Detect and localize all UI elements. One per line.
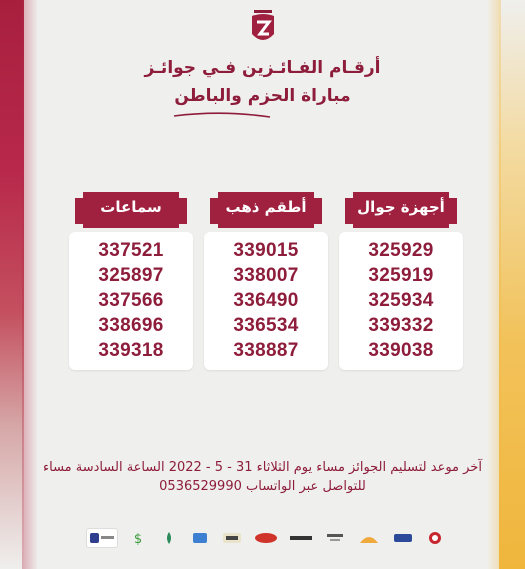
column-gold-header — [204, 190, 328, 230]
list-item: 325897 — [98, 265, 164, 286]
column-headphones-header — [69, 190, 193, 230]
list-item: 339318 — [98, 340, 164, 361]
list-item: 325929 — [368, 240, 434, 261]
deadline-text: آخر موعد لتسليم الجوائز مساء يوم الثلاثاء 31 - 5 - 2022 الساعة السادسة مساء — [43, 460, 482, 475]
sponsor-logo-11 — [424, 529, 446, 547]
column-headphones-label: سماعات — [100, 198, 162, 216]
list-item: 325919 — [368, 265, 434, 286]
sponsor-logo-8 — [323, 529, 347, 547]
list-item: 338007 — [233, 265, 299, 286]
page-title: أرقـام الفـائـزين فـي جوائـز — [144, 58, 381, 78]
list-item: 336534 — [233, 315, 299, 336]
sponsor-logo-3 — [158, 529, 180, 547]
column-phones-header — [339, 190, 463, 230]
column-headphones-list — [69, 232, 193, 370]
sponsor-logo-1 — [86, 528, 118, 548]
title-underline-swoosh — [172, 108, 272, 120]
list-item: 337521 — [98, 240, 164, 261]
sponsor-logos-row — [86, 527, 446, 549]
list-item: 325934 — [368, 290, 434, 311]
sponsor-logo-10 — [391, 529, 415, 547]
list-item: 338887 — [233, 340, 299, 361]
sponsor-logo-4 — [189, 529, 211, 547]
club-logo-icon — [246, 8, 280, 48]
page-subtitle: مباراة الحزم والباطن — [174, 86, 351, 106]
list-item: 337566 — [98, 290, 164, 311]
sponsor-logo-7 — [288, 529, 314, 547]
sponsor-logo-2 — [127, 529, 149, 547]
column-gold-list — [204, 232, 328, 370]
column-phones-list — [339, 232, 463, 370]
sponsor-logo-5 — [220, 529, 244, 547]
column-phones-label: أجهزة جوال — [357, 198, 445, 216]
sponsor-logo-9 — [356, 529, 382, 547]
list-item: 336490 — [233, 290, 299, 311]
list-item: 339015 — [233, 240, 299, 261]
contact-text: للتواصل عبر الواتساب 0536529990 — [159, 479, 366, 494]
sponsor-logo-6 — [253, 529, 279, 547]
list-item: 339332 — [368, 315, 434, 336]
column-gold-label: أطقم ذهب — [225, 198, 307, 216]
list-item: 338696 — [98, 315, 164, 336]
svg-text:$: $ — [133, 532, 143, 546]
list-item: 339038 — [368, 340, 434, 361]
